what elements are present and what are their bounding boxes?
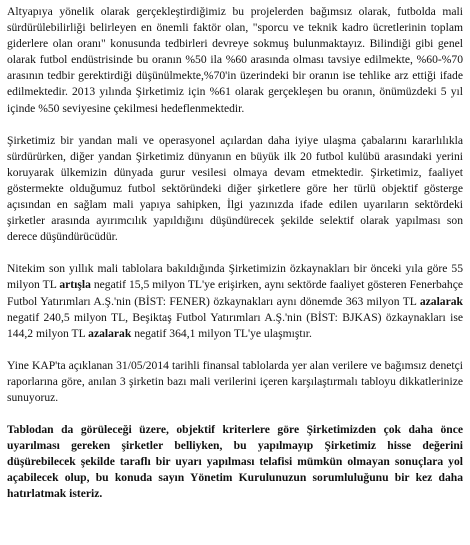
paragraph-company-position: Şirketimiz bir yandan mali ve operasyonel açılardan daha iyiye ulaşma çabalarını kararlılıkla sürdürürken, diğer yandan Şirketimiz dünyanın en büyük ilk 20 futbol kulübü arasındaki yerini koruyarak ülkemizin dünyada gurur vesilesi olmaya devam etmektedir. Şirketimiz, faaliyet göstermekte olduğumuz futbol sektöründeki diğer şirketlere göre her türlü objektif gösterge açısından en sağlam mali yapıya sahipken, İlgi yazınızda ifade edilen uyarıların sektördeki şirketler arasında ayırımcılık yapıldığını düşündürecek şekilde selektif olarak yapılması son derece düşündürücüdür. — [7, 133, 463, 244]
text-run: negatif 15,5 milyon TL'ye erişirken, aynı sektörde faaliyet gösteren Fenerbahçe Futbol Yatırımları A.Ş.'nin (BİST: FENER) özkaynakları aynı dönemde 363 milyon TL — [7, 278, 463, 308]
paragraph-salary-ratio: Altyapıya yönelik olarak gerçekleştirdiğimiz bu projelerden bağımsız olarak, futbolda mali sürdürülebilirliği belirleyen en önemli faktör olan, "sporcu ve teknik kadro ücretlerinin toplam giderlere olan oranı" konusunda tedbirleri devreye sokmuş bulunmaktayız. Bilindiği gibi genel olarak futbol endüstrisinde bu oranın %50 ila %60 arasında olması tavsiye edilmekte, %60-%70 arasının tedbir gerektirdiği düşünülmekte,%70'in üzerindeki bir oranın ise tehlike arz ettiği ifade edilmektedir. 2013 yılında Şirketimiz için %61 olarak gerçekleşen bu oranın, önümüzdeki 5 yıl içinde %50 seviyesine çekilmesi hedeflenmektedir. — [7, 5, 463, 115]
paragraph-kap-table-reference: Yine KAP'ta açıklanan 31/05/2014 tarihli finansal tablolarda yer alan verilere ve bağımsız denetçi raporlarına göre, anılan 3 şirketin bazı mali verilerini içeren karşılaştırmalı tabloyu dikkatlerinize sunuyoruz. — [7, 358, 463, 404]
text-run: negatif 364,1 milyon TL'ye ulaşmıştır. — [131, 326, 312, 340]
text-run: Nitekim son yıllık mali tablolara bakıldığında Şirketimizin özkaynakları bir önceki yıla göre 55 milyon TL — [7, 262, 463, 292]
bold-text-run: azalarak — [419, 294, 463, 308]
bold-text-run: azalarak — [88, 326, 132, 340]
paragraph-gap — [7, 245, 463, 261]
bold-text-run: artışla — [59, 278, 91, 292]
paragraph-board-responsibility: Tablodan da görüleceği üzere, objektif kriterlere göre Şirketimizden çok daha önce uyarılması gereken şirketler belliyken, bu yapılmayıp Şirketimiz hisse değerini düşürebilecek şekilde taraflı bir uyarı yapılması telafisi mümkün olmayan sonuçlara yol açabilecek olup, bu konuda sayın Yönetim Kurulunuzun sorumluluğunu bir kez daha hatırlatmak isteriz. — [7, 423, 463, 501]
paragraph-gap — [7, 342, 463, 358]
text-run: negatif 240,5 milyon TL, Beşiktaş Futbol Yatırımları A.Ş.'nin (BİST: BJKAS) özkaynakları ise 144,2 milyon TL — [7, 310, 463, 340]
paragraph-equity-comparison — [7, 261, 463, 341]
paragraph-gap — [7, 117, 463, 133]
paragraph-gap — [7, 406, 463, 422]
